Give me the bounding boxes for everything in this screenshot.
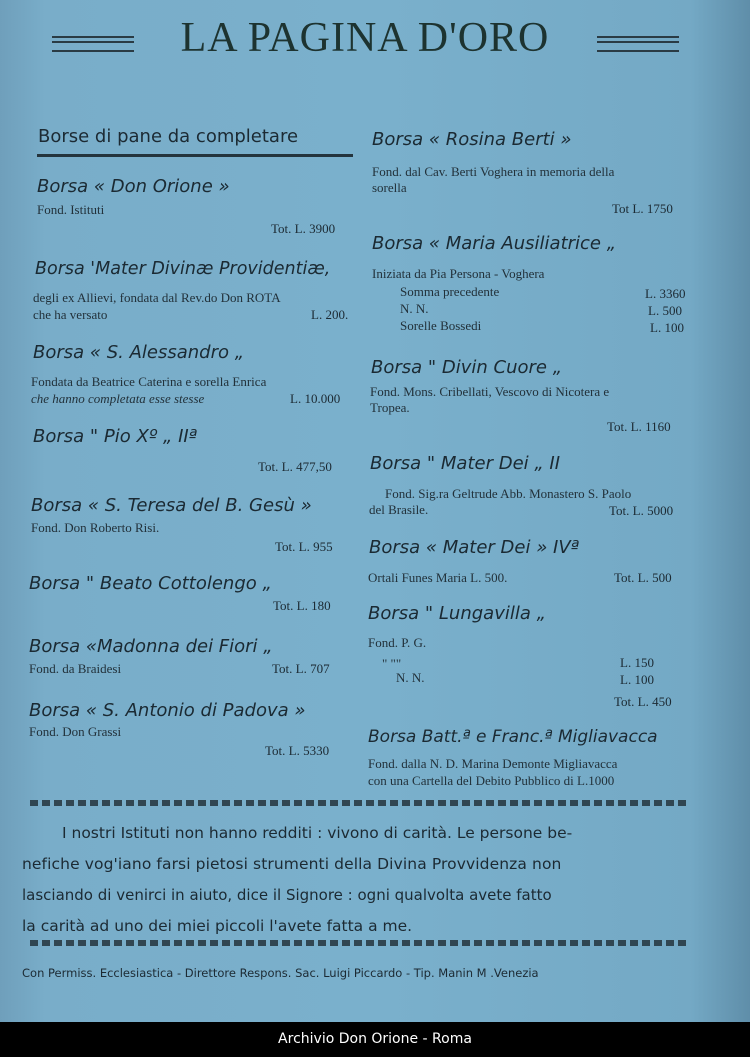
imprint-footer: Con Permiss. Ecclesiastica - Direttore Respons. Sac. Luigi Piccardo - Tip. Manin M .Venezia <box>22 966 539 980</box>
left-heading: Borse di pane da completare <box>38 126 299 147</box>
borsa-mater-dei-ii-total: Tot. L. 5000 <box>609 503 674 518</box>
borsa-pio-x: Borsa " Pio Xº „ IIª <box>33 426 198 447</box>
borsa-divin-cuore-total: Tot. L. 1160 <box>607 419 671 434</box>
appeal-line-2: nefiche vog'iano farsi pietosi strumenti della Divina Provvidenza non <box>22 855 562 873</box>
borsa-s-teresa: Borsa « S. Teresa del B. Gesù » <box>31 495 312 516</box>
maria-row1-amount: L. 3360 <box>645 286 686 301</box>
borsa-mater-dei-ii-line1: Fond. Sig.ra Geltrude Abb. Monastero S. Paolo <box>385 486 632 501</box>
borsa-mater-dei-iv-total: Tot. L. 500 <box>614 570 672 585</box>
appeal-line-3: lasciando di venirci in aiuto, dice il Signore : ogni qualvolta avete fatto <box>22 886 552 904</box>
lungavilla-row2-amount: L. 100 <box>620 672 654 687</box>
borsa-maria-ausiliatrice-line: Iniziata da Pia Persona - Voghera <box>372 266 545 281</box>
page-title: LA PAGINA D'ORO <box>180 15 550 61</box>
maria-row2-label: N. N. <box>400 301 429 316</box>
borsa-lungavilla-total: Tot. L. 450 <box>614 694 672 709</box>
borsa-mater-divinae-line2: che ha versato <box>33 307 108 322</box>
borsa-mater-dei-iv: Borsa « Mater Dei » IVª <box>369 537 580 558</box>
borsa-s-antonio-line: Fond. Don Grassi <box>29 724 122 739</box>
borsa-rosina-berti-total: Tot L. 1750 <box>612 201 673 216</box>
borsa-mater-dei-ii: Borsa " Mater Dei „ II <box>370 453 561 474</box>
borsa-mater-dei-ii-line2: del Brasile. <box>369 502 429 517</box>
borsa-beato-cottolengo-total: Tot. L. 180 <box>273 598 331 613</box>
appeal-line-1: I nostri Istituti non hanno redditi : vivono di carità. Le persone be- <box>62 824 573 842</box>
borsa-s-teresa-line: Fond. Don Roberto Risi. <box>31 520 160 535</box>
borsa-don-orione-line: Fond. Istituti <box>37 202 105 217</box>
borsa-s-antonio: Borsa « S. Antonio di Padova » <box>29 700 306 721</box>
borsa-rosina-berti: Borsa « Rosina Berti » <box>372 129 572 150</box>
borsa-madonna-dei-fiori-total: Tot. L. 707 <box>272 661 330 676</box>
borsa-migliavacca-line1: Fond. dalla N. D. Marina Demonte Migliavacca <box>368 756 618 771</box>
borsa-migliavacca-line2: con una Cartella del Debito Pubblico di L.1000 <box>368 773 615 788</box>
borsa-mater-divinae-amount: L. 200. <box>311 307 349 322</box>
lungavilla-row1-label: " "" <box>382 656 402 671</box>
maria-row3-label: Sorelle Bossedi <box>400 318 482 333</box>
borsa-s-teresa-total: Tot. L. 955 <box>275 539 333 554</box>
appeal-line-4: la carità ad uno dei miei piccoli l'avete fatta a me. <box>22 917 413 935</box>
archive-stamp: Archivio Don Orione - Roma <box>0 1022 750 1057</box>
borsa-mater-divinae: Borsa 'Mater Divinæ Providentiæ, <box>35 259 331 279</box>
borsa-rosina-berti-line2: sorella <box>372 180 407 195</box>
borsa-lungavilla: Borsa " Lungavilla „ <box>368 603 546 624</box>
borsa-s-alessandro-line2: che hanno completata esse stesse <box>31 391 205 406</box>
maria-row3-amount: L. 100 <box>650 320 684 335</box>
borsa-mater-divinae-line1: degli ex Allievi, fondata dal Rev.do Don ROTA <box>33 290 281 305</box>
borsa-divin-cuore-line1: Fond. Mons. Cribellati, Vescovo di Nicotera e <box>370 384 610 399</box>
borsa-madonna-dei-fiori-line: Fond. da Braidesi <box>29 661 122 676</box>
borsa-s-alessandro: Borsa « S. Alessandro „ <box>33 342 245 363</box>
borsa-mater-dei-iv-line: Ortali Funes Maria L. 500. <box>368 570 508 585</box>
borsa-madonna-dei-fiori: Borsa «Madonna dei Fiori „ <box>29 636 273 657</box>
borsa-s-alessandro-line1: Fondata da Beatrice Caterina e sorella Enrica <box>31 374 267 389</box>
borsa-don-orione: Borsa « Don Orione » <box>37 176 230 197</box>
borsa-migliavacca: Borsa Batt.ª e Franc.ª Migliavacca <box>368 727 658 747</box>
wavy-divider-top <box>30 800 690 806</box>
borsa-divin-cuore-line2: Tropea. <box>370 400 410 415</box>
borsa-lungavilla-line: Fond. P. G. <box>368 635 427 650</box>
title-rule-right <box>597 36 679 52</box>
borsa-beato-cottolengo: Borsa " Beato Cottolengo „ <box>29 573 272 594</box>
borsa-rosina-berti-line1: Fond. dal Cav. Berti Voghera in memoria della <box>372 164 615 179</box>
borsa-maria-ausiliatrice: Borsa « Maria Ausiliatrice „ <box>372 233 617 254</box>
borsa-divin-cuore: Borsa " Divin Cuore „ <box>371 357 563 378</box>
maria-row1-label: Somma precedente <box>400 284 500 299</box>
borsa-s-antonio-total: Tot. L. 5330 <box>265 743 330 758</box>
left-heading-underline <box>37 154 353 157</box>
lungavilla-row1-amount: L. 150 <box>620 655 654 670</box>
borsa-pio-x-total: Tot. L. 477,50 <box>258 459 332 474</box>
borsa-s-alessandro-amount: L. 10.000 <box>290 391 341 406</box>
wavy-divider-bottom <box>30 940 690 946</box>
lungavilla-row2-label: N. N. <box>396 670 425 685</box>
maria-row2-amount: L. 500 <box>648 303 682 318</box>
borsa-don-orione-total: Tot. L. 3900 <box>271 221 336 236</box>
